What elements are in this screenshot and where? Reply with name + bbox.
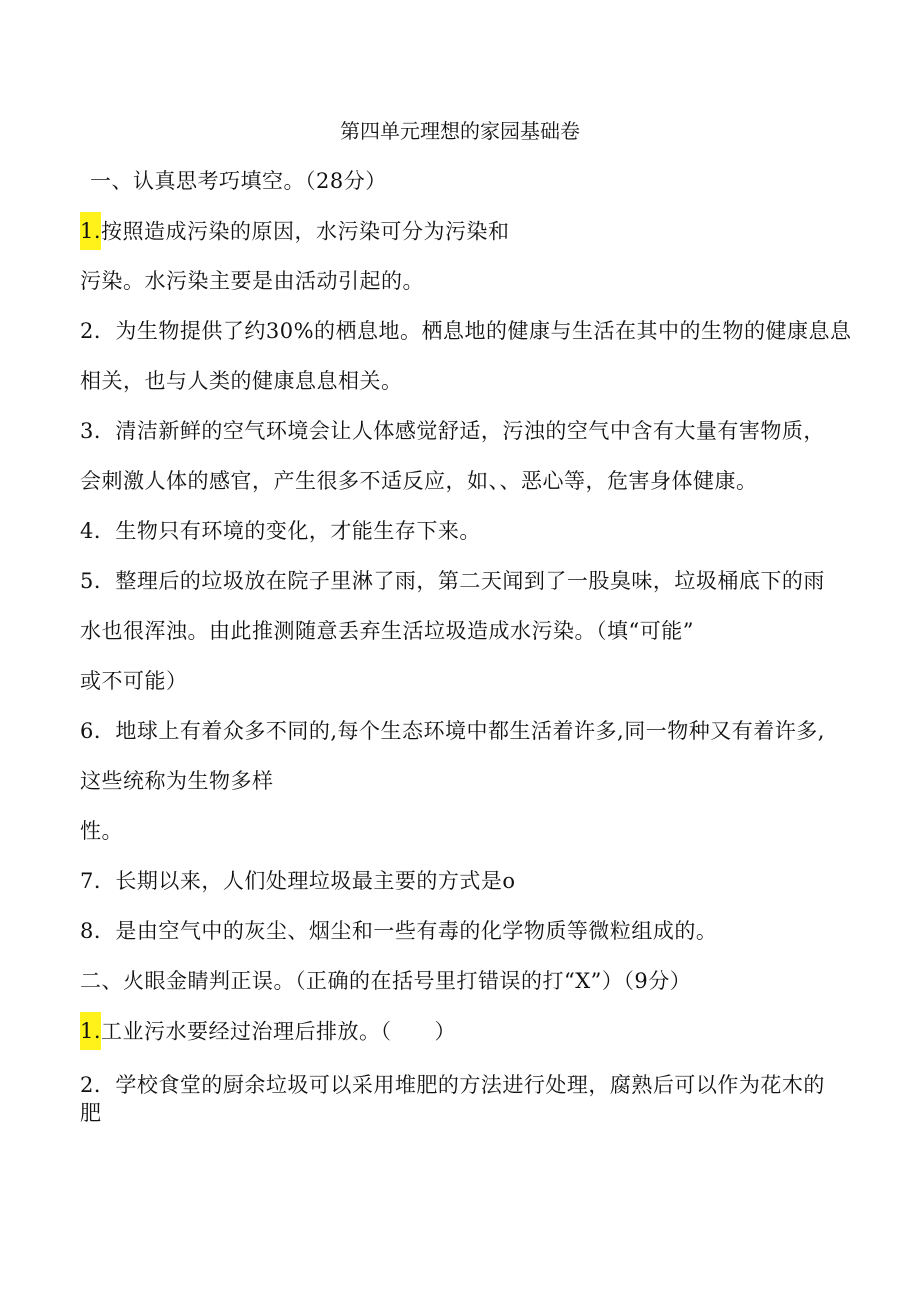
question-5-line-3: 或不可能） [80,669,188,693]
question-5-line-1 [80,566,825,596]
question-3-line-2: 会刺激人体的感官，产生很多不适反应，如、、恶心等，危害身体健康。 [80,469,758,493]
section1-heading: 一、认真思考巧填空。（28分） [90,169,387,193]
question-3-line-1 [80,416,825,446]
question-text: ．长期以来，人们处理垃圾最主要的方式是o [93,869,516,893]
question-7-line-1 [80,866,516,896]
judge-1-line-1 [80,1016,456,1050]
question-text: ．清洁新鲜的空气环境会让人体感觉舒适，污浊的空气中含有大量有害物质， [93,419,825,443]
question-text: ．生物只有环境的变化，才能生存下来。 [93,519,481,543]
question-text: 工业污水要经过治理后排放。（ ） [101,1019,457,1044]
question-4-line-1 [80,516,481,546]
question-number: 2 [80,319,94,343]
question-text: ．学校食堂的厨余垃圾可以采用堆肥的方法进行处理，腐熟后可以作为花木的 [93,1073,825,1097]
judge-2-line-1 [80,1070,825,1100]
question-text: ．整理后的垃圾放在院子里淋了雨，第二天闻到了一股臭味，垃圾桶底下的雨 [93,569,825,593]
question-number: 8 [80,919,94,943]
question-number: 6 [80,719,94,743]
question-6-line-2: 这些统称为生物多样 [80,769,274,793]
question-number-highlight: 1. [80,1012,101,1050]
judge-2-line-2: 肥 [80,1101,102,1125]
section2-heading: 二、火眼金睛判正误。（正确的在括号里打错误的打“X”）（9分） [80,969,692,993]
question-text: 按照造成污染的原因，水污染可分为污染和 [101,219,510,244]
question-1-line-1 [80,216,510,250]
question-6-line-1 [80,716,825,746]
question-1-line-2: 污染。水污染主要是由活动引起的。 [80,269,424,293]
question-number: 7 [80,869,94,893]
question-text: ．为生物提供了约30%的栖息地。栖息地的健康与生活在其中的生物的健康息息 [93,319,852,343]
question-8-line-1 [80,916,717,946]
question-number-highlight: 1. [80,212,101,250]
question-number: 3 [80,419,94,443]
question-2-line-2: 相关，也与人类的健康息息相关。 [80,369,403,393]
question-text: ．是由空气中的灰尘、烟尘和一些有毒的化学物质等微粒组成的。 [93,919,718,943]
question-text: ．地球上有着众多不同的,每个生态环境中都生活着许多,同一物种又有着许多, [93,719,825,743]
question-number: 5 [80,569,94,593]
question-5-line-2: 水也很浑浊。由此推测随意丢弃生活垃圾造成水污染。（填“可能” [80,619,694,643]
question-number: 4 [80,519,94,543]
question-2-line-1 [80,316,852,346]
document-title: 第四单元理想的家园基础卷 [340,119,580,143]
question-number: 2 [80,1073,94,1097]
question-6-line-3: 性。 [80,819,123,843]
